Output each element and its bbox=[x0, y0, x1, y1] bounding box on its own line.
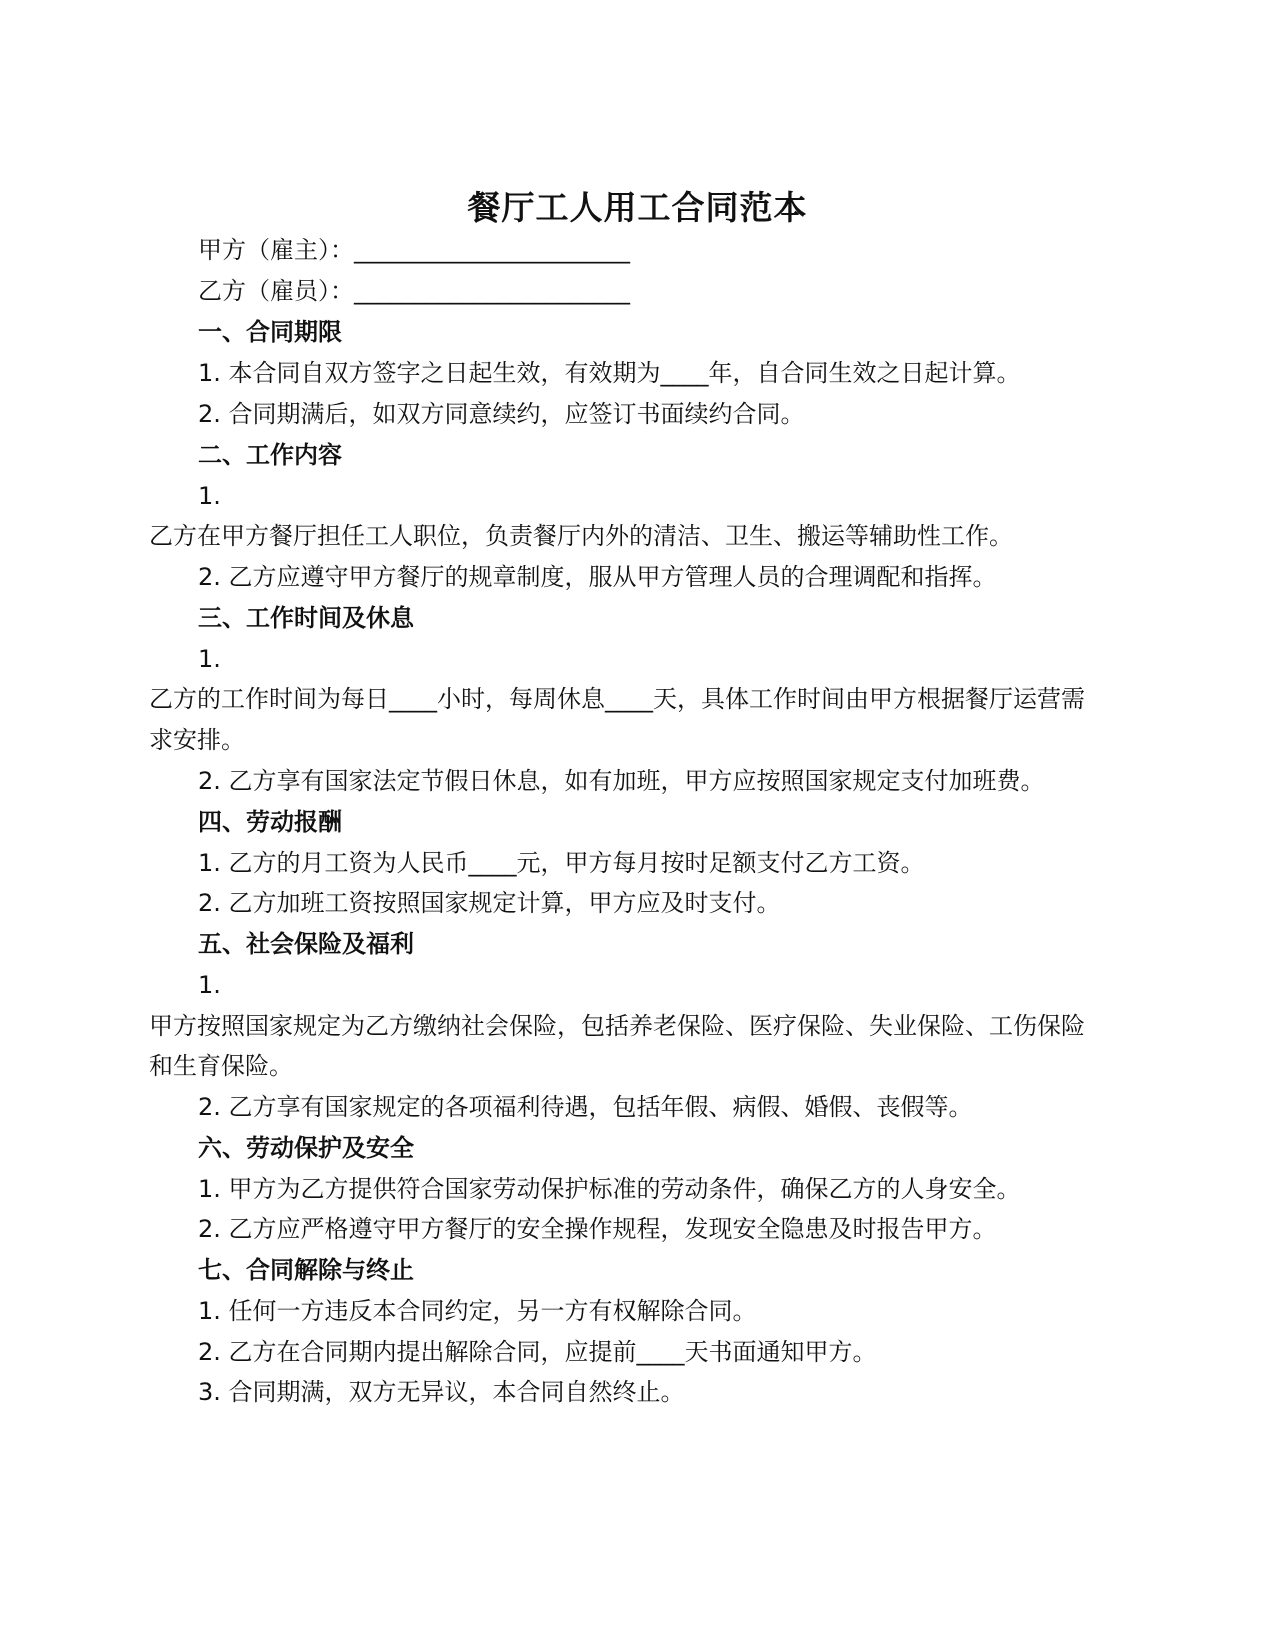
clause-line: 2. 乙方应遵守甲方餐厅的规章制度，服从甲方管理人员的合理调配和指挥。 bbox=[198, 563, 997, 591]
section-heading: 一、合同期限 bbox=[198, 318, 342, 346]
party-a-line: 甲方（雇主）：_______________________ bbox=[198, 236, 630, 264]
clause-line: 2. 乙方在合同期内提出解除合同，应提前____天书面通知甲方。 bbox=[198, 1338, 877, 1366]
clause-line: 1. bbox=[198, 645, 221, 673]
clause-line: 乙方的工作时间为每日____小时，每周休息____天，具体工作时间由甲方根据餐厅运营需 bbox=[149, 685, 1085, 713]
section-heading: 四、劳动报酬 bbox=[198, 808, 342, 836]
section-heading: 二、工作内容 bbox=[198, 441, 342, 469]
clause-line: 1. 本合同自双方签字之日起生效，有效期为____年，自合同生效之日起计算。 bbox=[198, 359, 1021, 387]
clause-line: 乙方在甲方餐厅担任工人职位，负责餐厅内外的清洁、卫生、搬运等辅助性工作。 bbox=[149, 522, 1013, 550]
clause-line: 1. 乙方的月工资为人民币____元，甲方每月按时足额支付乙方工资。 bbox=[198, 849, 925, 877]
clause-line: 2. 乙方应严格遵守甲方餐厅的安全操作规程，发现安全隐患及时报告甲方。 bbox=[198, 1215, 997, 1243]
party-b-line: 乙方（雇员）：_______________________ bbox=[198, 277, 630, 305]
clause-line: 3. 合同期满，双方无异议，本合同自然终止。 bbox=[198, 1378, 685, 1406]
clause-line: 甲方按照国家规定为乙方缴纳社会保险，包括养老保险、医疗保险、失业保险、工伤保险 bbox=[149, 1012, 1085, 1040]
clause-line: 1. bbox=[198, 482, 221, 510]
clause-line: 2. 乙方享有国家法定节假日休息，如有加班，甲方应按照国家规定支付加班费。 bbox=[198, 767, 1045, 795]
section-heading: 六、劳动保护及安全 bbox=[198, 1134, 414, 1162]
section-heading: 七、合同解除与终止 bbox=[198, 1256, 414, 1284]
clause-line: 2. 乙方加班工资按照国家规定计算，甲方应及时支付。 bbox=[198, 889, 781, 917]
clause-line: 2. 乙方享有国家规定的各项福利待遇，包括年假、病假、婚假、丧假等。 bbox=[198, 1093, 973, 1121]
page-title: 餐厅工人用工合同范本 bbox=[467, 188, 808, 227]
clause-line: 1. 任何一方违反本合同约定，另一方有权解除合同。 bbox=[198, 1297, 757, 1325]
clause-line: 1. bbox=[198, 971, 221, 999]
clause-line: 和生育保险。 bbox=[149, 1052, 293, 1080]
section-heading: 三、工作时间及休息 bbox=[198, 604, 414, 632]
section-heading: 五、社会保险及福利 bbox=[198, 930, 414, 958]
clause-line: 求安排。 bbox=[149, 726, 245, 754]
clause-line: 2. 合同期满后，如双方同意续约，应签订书面续约合同。 bbox=[198, 400, 805, 428]
clause-line: 1. 甲方为乙方提供符合国家劳动保护标准的劳动条件，确保乙方的人身安全。 bbox=[198, 1175, 1021, 1203]
